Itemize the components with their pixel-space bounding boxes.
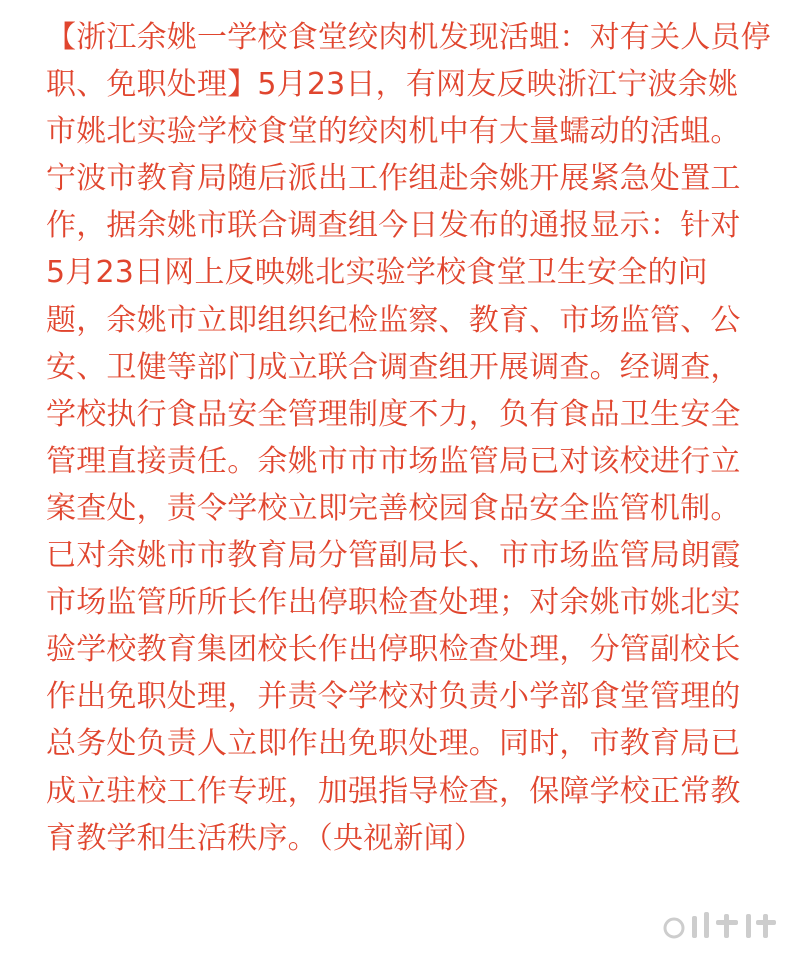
- article-body: [46, 14, 776, 862]
- article-line: 案查处，责令学校立即完善校园食品安全监管机制。: [46, 490, 741, 526]
- article-line: 市场监管所所长作出停职检查处理；对余姚市姚北实: [46, 585, 741, 621]
- article-line: 市姚北实验学校食堂的绞肉机中有大量蠕动的活蛆。: [46, 114, 741, 150]
- article-line: 题，余姚市立即组织纪检监察、教育、市场监管、公: [46, 302, 741, 338]
- article-line: 学校执行食品安全管理制度不力，负有食品卫生安全: [46, 396, 741, 432]
- article-line: 成立驻校工作专班，加强指导检查，保障学校正常教: [46, 773, 741, 809]
- platform-logo-watermark-icon: [662, 906, 782, 946]
- article-line: 【浙江余姚一学校食堂绞肉机发现活蛆：对有关人员停: [46, 20, 771, 55]
- article-line: 作出免职处理，并责令学校对负责小学部食堂管理的: [46, 679, 741, 715]
- article-line: 总务处负责人立即作出免职处理。同时，市教育局已: [46, 726, 741, 762]
- article-line: 作，据余姚市联合调查组今日发布的通报显示：针对: [46, 208, 741, 244]
- article-line: 5月23日网上反映姚北实验学校食堂卫生安全的问: [46, 255, 708, 291]
- article-line: 宁波市教育局随后派出工作组赴余姚开展紧急处置工: [46, 161, 741, 197]
- article-line: 安、卫健等部门成立联合调查组开展调查。经调查，: [46, 349, 741, 385]
- article-line: 验学校教育集团校长作出停职检查处理，分管副校长: [46, 632, 741, 668]
- article-line: 已对余姚市市教育局分管副局长、市市场监管局朗霞: [46, 538, 741, 574]
- article-line: 育教学和生活秩序。（央视新闻）: [46, 820, 484, 856]
- article-line: 职、免职处理】5月23日，有网友反映浙江宁波余姚: [46, 67, 739, 103]
- article-line: 管理直接责任。余姚市市市场监管局已对该校进行立: [46, 443, 741, 479]
